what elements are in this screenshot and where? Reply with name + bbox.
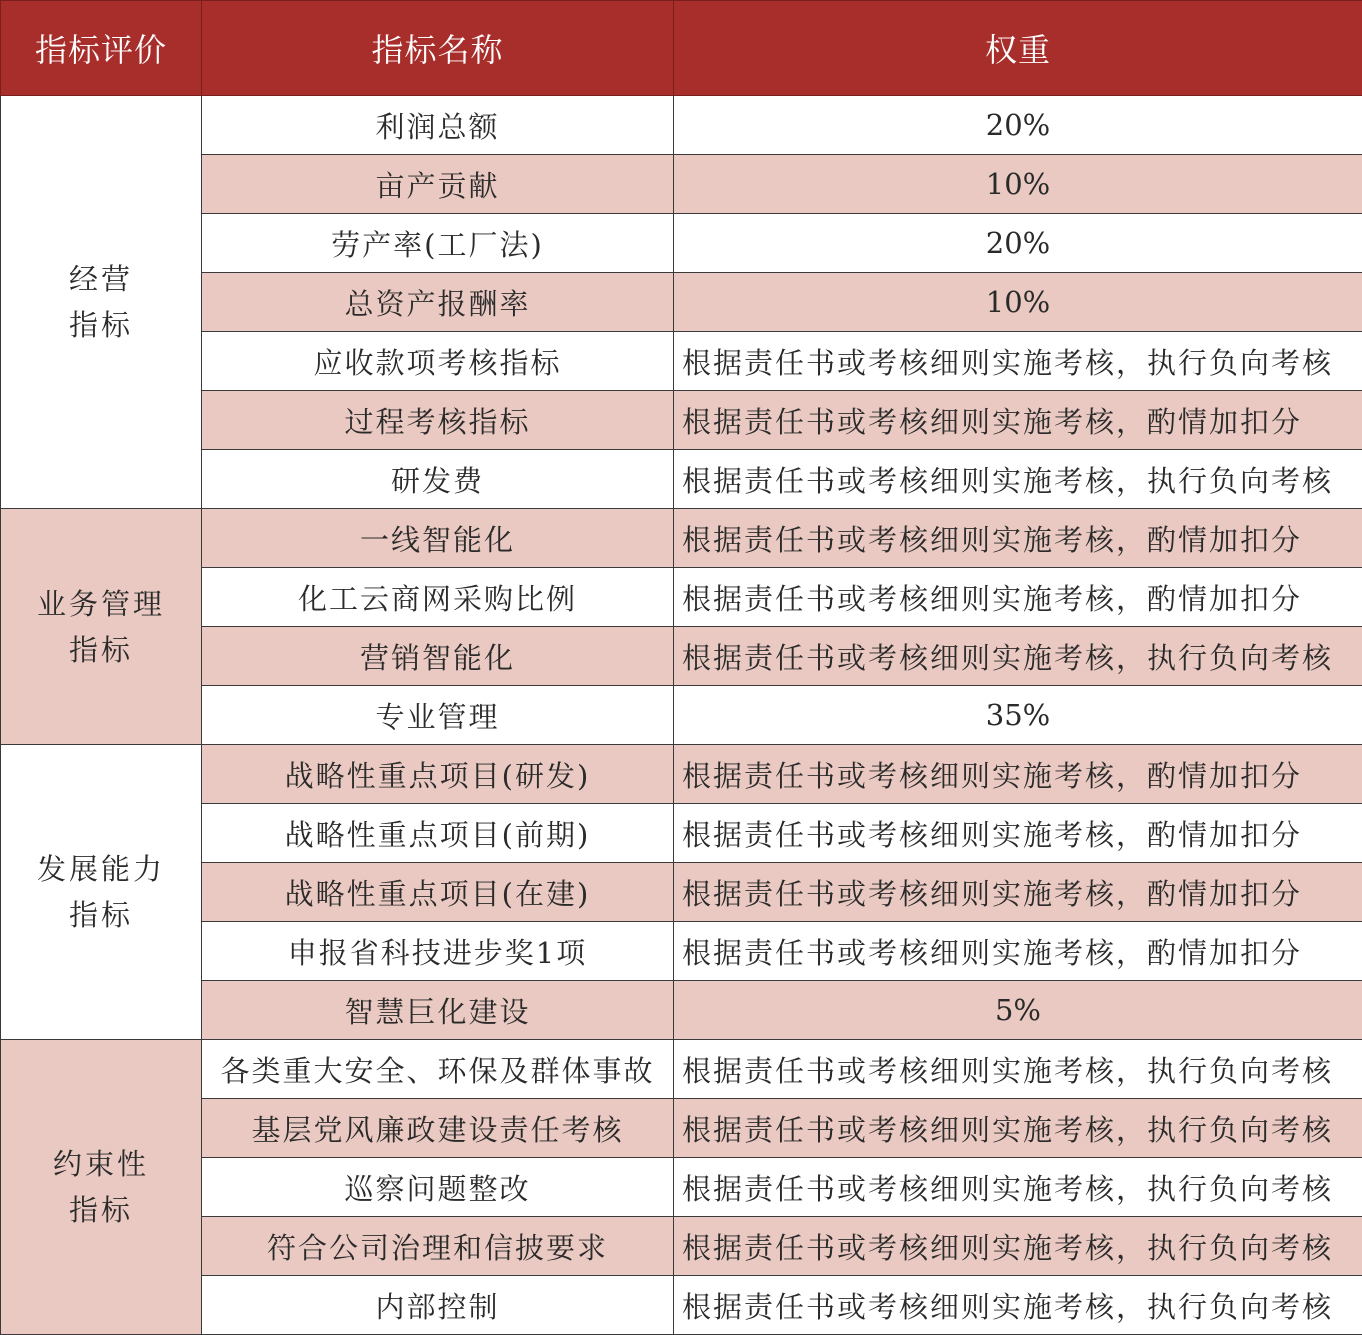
indicator-name-cell: 巡察问题整改	[202, 1158, 674, 1217]
weight-cell: 根据责任书或考核细则实施考核，酌情加扣分	[674, 391, 1362, 450]
table-row	[1, 686, 1362, 745]
header-evaluation: 指标评价	[1, 1, 202, 96]
category-cell	[1, 745, 202, 1040]
weight-cell: 20%	[674, 96, 1362, 155]
weight-cell: 10%	[674, 273, 1362, 332]
table-row	[1, 332, 1362, 391]
indicator-name-cell: 基层党风廉政建设责任考核	[202, 1099, 674, 1158]
table-row	[1, 450, 1362, 509]
table-row	[1, 1099, 1362, 1158]
table-row	[1, 273, 1362, 332]
weight-cell: 35%	[674, 686, 1362, 745]
weight-cell: 10%	[674, 155, 1362, 214]
table-row	[1, 214, 1362, 273]
indicator-name-cell: 化工云商网采购比例	[202, 568, 674, 627]
table-row	[1, 155, 1362, 214]
category-label: 指标	[68, 308, 133, 342]
weight-cell: 根据责任书或考核细则实施考核，执行负向考核	[674, 332, 1362, 391]
indicator-name-cell: 一线智能化	[202, 509, 674, 568]
table-row	[1, 96, 1362, 155]
category-cell	[1, 1040, 202, 1335]
table-row	[1, 1158, 1362, 1217]
indicator-name-cell: 内部控制	[202, 1276, 674, 1335]
category-label: 指标	[68, 898, 133, 932]
category-label: 经营	[68, 262, 133, 296]
category-label: 约束性	[52, 1147, 149, 1181]
category-cell	[1, 509, 202, 745]
table-row	[1, 804, 1362, 863]
weight-cell: 根据责任书或考核细则实施考核，执行负向考核	[674, 1276, 1362, 1335]
table-body	[1, 96, 1362, 1335]
indicator-name-cell: 应收款项考核指标	[202, 332, 674, 391]
weight-cell: 根据责任书或考核细则实施考核，酌情加扣分	[674, 509, 1362, 568]
header-weight: 权重	[674, 1, 1362, 96]
indicator-name-cell: 申报省科技进步奖1项	[202, 922, 674, 981]
table-row	[1, 1217, 1362, 1276]
indicator-name-cell: 劳产率(工厂法)	[202, 214, 674, 273]
table-row	[1, 627, 1362, 686]
weight-cell: 根据责任书或考核细则实施考核，执行负向考核	[674, 1158, 1362, 1217]
indicator-name-cell: 战略性重点项目(研发)	[202, 745, 674, 804]
category-cell	[1, 96, 202, 509]
table-row	[1, 863, 1362, 922]
indicator-name-cell: 研发费	[202, 450, 674, 509]
indicator-name-cell: 符合公司治理和信披要求	[202, 1217, 674, 1276]
indicator-name-cell: 专业管理	[202, 686, 674, 745]
header-indicator-name: 指标名称	[202, 1, 674, 96]
header-row	[1, 1, 1362, 96]
indicator-name-cell: 营销智能化	[202, 627, 674, 686]
indicator-name-cell: 战略性重点项目(在建)	[202, 863, 674, 922]
indicator-name-cell: 各类重大安全、环保及群体事故	[202, 1040, 674, 1099]
table-row	[1, 745, 1362, 804]
weight-cell: 20%	[674, 214, 1362, 273]
weight-cell: 根据责任书或考核细则实施考核，酌情加扣分	[674, 863, 1362, 922]
category-label: 业务管理	[36, 586, 165, 621]
weight-cell: 根据责任书或考核细则实施考核，酌情加扣分	[674, 745, 1362, 804]
weight-cell: 根据责任书或考核细则实施考核，执行负向考核	[674, 1217, 1362, 1276]
table-row	[1, 1276, 1362, 1335]
table-row	[1, 1040, 1362, 1099]
indicator-name-cell: 利润总额	[202, 96, 674, 155]
indicator-name-cell: 智慧巨化建设	[202, 981, 674, 1040]
table-row	[1, 922, 1362, 981]
weight-cell: 根据责任书或考核细则实施考核，酌情加扣分	[674, 804, 1362, 863]
weight-cell: 5%	[674, 981, 1362, 1040]
table-row	[1, 391, 1362, 450]
category-label: 发展能力	[36, 852, 165, 886]
category-label: 指标	[68, 1193, 133, 1227]
indicator-name-cell: 战略性重点项目(前期)	[202, 804, 674, 863]
category-label: 指标	[68, 632, 133, 667]
weight-cell: 根据责任书或考核细则实施考核，执行负向考核	[674, 450, 1362, 509]
weight-cell: 根据责任书或考核细则实施考核，酌情加扣分	[674, 568, 1362, 627]
table-row	[1, 981, 1362, 1040]
weight-cell: 根据责任书或考核细则实施考核，执行负向考核	[674, 1099, 1362, 1158]
table-header	[1, 1, 1362, 96]
weight-cell: 根据责任书或考核细则实施考核，酌情加扣分	[674, 922, 1362, 981]
weight-cell: 根据责任书或考核细则实施考核，执行负向考核	[674, 627, 1362, 686]
table-row	[1, 568, 1362, 627]
weight-cell: 根据责任书或考核细则实施考核，执行负向考核	[674, 1040, 1362, 1099]
indicator-name-cell: 亩产贡献	[202, 155, 674, 214]
table-row	[1, 509, 1362, 568]
indicator-name-cell: 总资产报酬率	[202, 273, 674, 332]
indicator-name-cell: 过程考核指标	[202, 391, 674, 450]
